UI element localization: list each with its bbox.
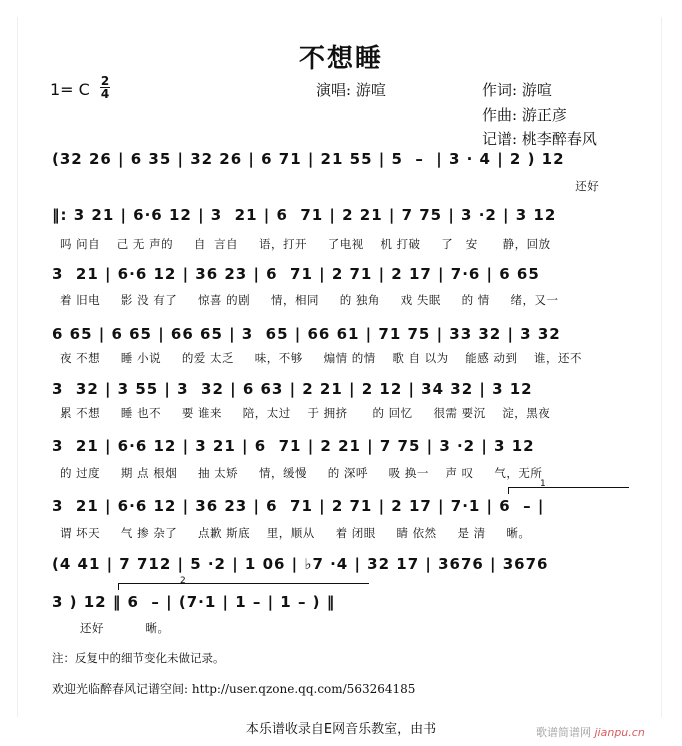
- lyric-line-2: 吗 问自 己 无 声的 自 言自 语，打开 了电视 机 打破 了 安 静，回放: [60, 237, 551, 251]
- key-signature: 1= C: [50, 80, 90, 99]
- lyric-line-6: 的 过度 期 点 根烟 抽 太矫 情，缓慢 的 深呼 吸 换一 声 叹 气，无所: [60, 466, 543, 480]
- notation-line-5: 3 32 | 3 55 | 3 32 | 6 63 | 2 21 | 2 12 | 34 32 | 3 12: [52, 380, 533, 398]
- song-title: 不想睡: [298, 44, 383, 74]
- notation-line-3: 3 21 | 6·6 12 | 36 23 | 6 71 | 2 71 | 2 17 | 7·6 | 6 65: [52, 265, 540, 283]
- transcriber-credit: 记谱: 桃李醉春风: [482, 130, 597, 148]
- lyric-line-4: 夜 不想 睡 小说 的爱 太乏 味，不够 煽情 的情 歌 自 以为 能感 动到 谁，还不: [60, 351, 583, 365]
- lyricist-credit: 作词: 游喧: [482, 81, 552, 99]
- singer-credit: 演唱: 游喧: [316, 81, 386, 99]
- volta-bracket-1: [508, 487, 629, 494]
- notation-line-8: (4 41 | 7 712 | 5 ·2 | 1 06 | ♭7 ·4 | 32 17 | 3676 | 3676: [52, 555, 549, 573]
- notation-line-1: (32 26 | 6 35 | 32 26 | 6 71 | 21 55 | 5 – | 3 · 4 | 2 ) 12: [52, 150, 565, 168]
- lyric-line-5: 累 不想 睡 也不 要 谁来 陪，太过 于 拥挤 的 回忆 很需 要沉 淀，黑夜: [60, 406, 551, 420]
- lyric-line-3: 着 旧电 影 没 有了 惊喜 的剧 情，相同 的 独角 戏 失眠 的 情 绪，又一: [60, 293, 559, 307]
- notation-line-2: ‖: 3 21 | 6·6 12 | 3 21 | 6 71 | 2 21 | 7 75 | 3 ·2 | 3 12: [52, 206, 557, 224]
- lyric-line-9: 还好 晰。: [80, 621, 170, 635]
- volta-label-2: 2: [180, 576, 186, 586]
- source-footer: 本乐谱收录自E网音乐教室，由书: [245, 722, 437, 737]
- volta-bracket-2: [118, 583, 369, 590]
- time-signature: [100, 75, 110, 100]
- welcome-link-text: 欢迎光临醉春风记谱空间: http://user.qzone.qq.com/563264185: [52, 682, 416, 696]
- lyric-line-7: 谓 坏天 气 掺 杂了 点歉 斯底 里，顺从 着 闭眼 睛 依然 是 清 晰。: [60, 526, 531, 540]
- watermark-site: jianpu.cn: [594, 726, 645, 739]
- notation-line-6: 3 21 | 6·6 12 | 3 21 | 6 71 | 2 21 | 7 75 | 3 ·2 | 3 12: [52, 437, 535, 455]
- notation-line-9: 3 ) 12 ‖ 6 – | (7·1 | 1 – | 1 – ) ‖: [52, 593, 336, 611]
- footnote: 注：反复中的细节变化未做记录。: [52, 651, 225, 665]
- composer-credit: 作曲: 游正彦: [482, 106, 567, 124]
- time-signature-bottom: 4: [100, 87, 110, 101]
- lyric-line-1: 还好: [60, 179, 600, 193]
- watermark-label: 歌谱简谱网: [536, 726, 591, 739]
- notation-line-7: 3 21 | 6·6 12 | 36 23 | 6 71 | 2 71 | 2 17 | 7·1 | 6 – |: [52, 497, 545, 515]
- time-signature-top: 2: [100, 74, 110, 88]
- watermark: [536, 724, 645, 740]
- notation-line-4: 6 65 | 6 65 | 66 65 | 3 65 | 66 61 | 71 75 | 33 32 | 3 32: [52, 325, 561, 343]
- volta-label-1: 1: [540, 479, 546, 489]
